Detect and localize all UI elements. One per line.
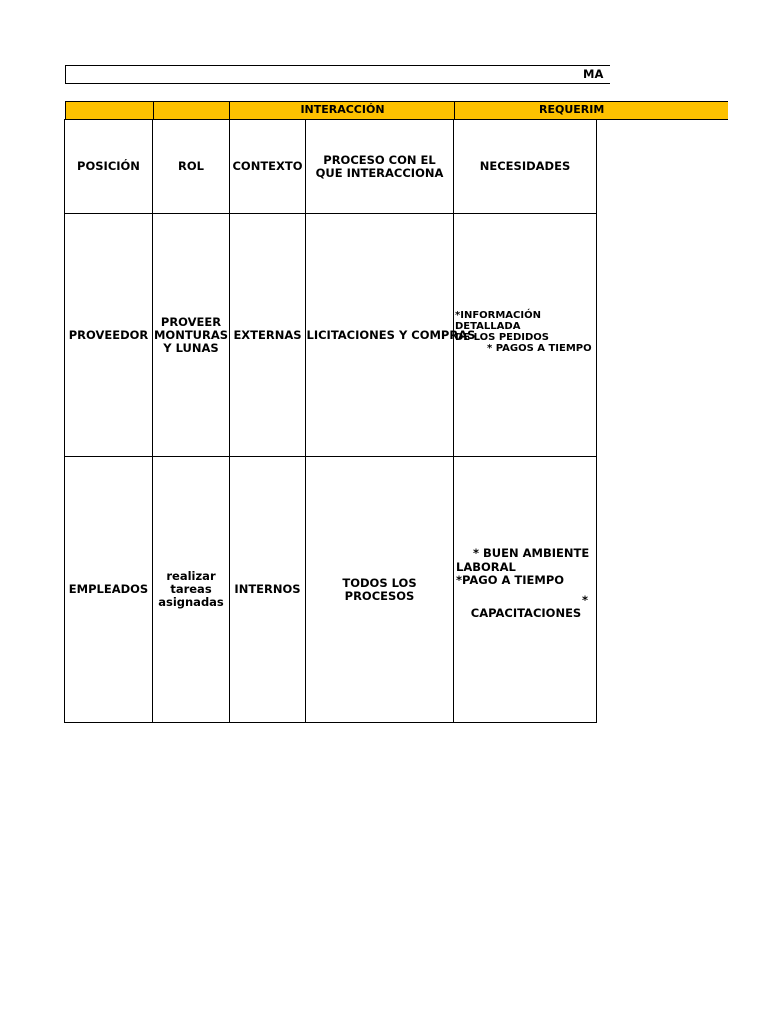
row-proveedor-necesidades xyxy=(453,213,597,457)
row-proveedor-posicion: PROVEEDOR xyxy=(64,213,153,457)
band-cell-empty-1 xyxy=(65,101,154,120)
row-empleados-proceso: TODOS LOS PROCESOS xyxy=(305,456,454,723)
band-requerimientos: REQUERIM xyxy=(454,101,728,120)
band-cell-empty-2 xyxy=(153,101,230,120)
header-contexto: CONTEXTO xyxy=(229,119,306,214)
header-rol: ROL xyxy=(152,119,230,214)
row-empleados-rol: realizar tareas asignadas xyxy=(152,456,230,723)
need-line-3: * PAGOS A TIEMPO xyxy=(487,343,592,354)
need-line-1: * BUEN AMBIENTE xyxy=(473,546,590,560)
need-line-2: LABORAL xyxy=(456,559,516,574)
header-posicion: POSICIÓN xyxy=(64,119,153,214)
row-empleados-posicion: EMPLEADOS xyxy=(64,456,153,723)
band-interaccion: INTERACCIÓN xyxy=(229,101,455,120)
need-line-3: *PAGO A TIEMPO xyxy=(456,573,565,587)
need-line-2: DE LOS PEDIDOS xyxy=(455,332,549,343)
row-proveedor-rol: PROVEER MONTURAS Y LUNAS xyxy=(152,213,230,457)
need-line-4: * xyxy=(581,592,588,607)
need-line-5: CAPACITACIONES xyxy=(470,606,582,620)
row-empleados-contexto: INTERNOS xyxy=(229,456,306,723)
row-proveedor-proceso-cell xyxy=(305,213,476,457)
header-proceso: PROCESO CON EL QUE INTERACCIONA xyxy=(305,119,454,214)
sheet-title: MA xyxy=(583,67,604,81)
row-proveedor-proceso: LICITACIONES Y COMPRAS xyxy=(306,327,476,342)
need-line-1: *INFORMACIÓN DETALLADA xyxy=(455,310,541,332)
row-proveedor-contexto: EXTERNAS xyxy=(229,213,306,457)
row-empleados-necesidades xyxy=(453,456,597,723)
title-bar xyxy=(65,65,610,84)
header-necesidades: NECESIDADES xyxy=(453,119,597,214)
